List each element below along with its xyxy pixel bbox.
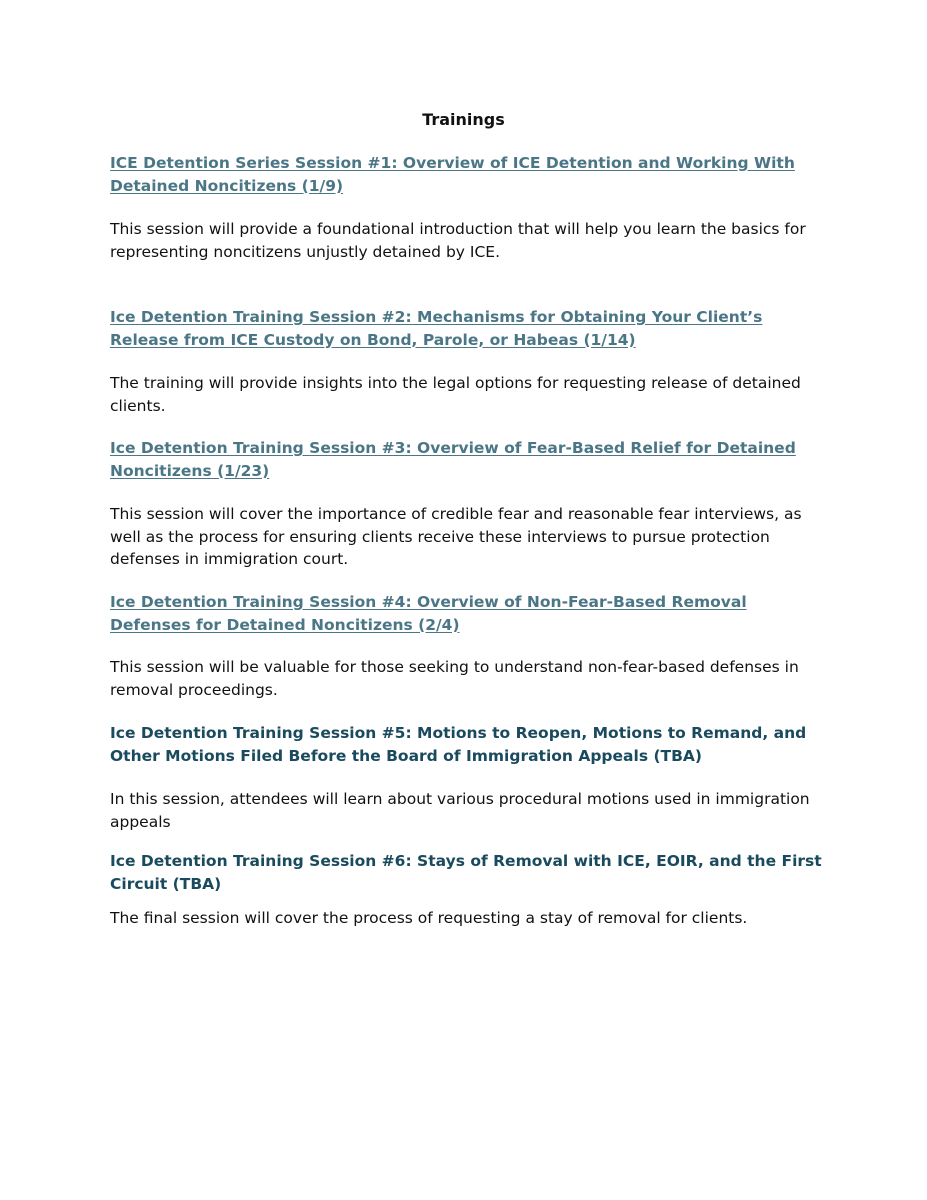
session-1-description: This session will provide a foundational introduction that will help you learn the basics for representing noncitizens unjustly detained by ICE. <box>110 220 806 261</box>
session-3-description: This session will cover the importance of credible fear and reasonable fear interviews, as well as the process for ensuring clients receive these interviews to pursue protection defenses in immigration court. <box>110 505 802 568</box>
session-4-description: This session will be valuable for those seeking to understand non-fear-based defenses in removal proceedings. <box>110 658 799 699</box>
session-2-description: The training will provide insights into the legal options for requesting release of detained clients. <box>110 374 801 415</box>
session-5-description: In this session, attendees will learn about various procedural motions used in immigration appeals <box>110 790 810 831</box>
session-5-heading: Ice Detention Training Session #5: Motions to Reopen, Motions to Remand, and Other Motions Filed Before the Board of Immigration Appeals (TBA) <box>110 724 807 765</box>
session-2-link[interactable]: Ice Detention Training Session #2: Mechanisms for Obtaining Your Client’s Release from ICE Custody on Bond, Parole, or Habeas (1/14) <box>110 308 763 349</box>
page-title: Trainings <box>422 110 505 129</box>
session-3-link[interactable]: Ice Detention Training Session #3: Overview of Fear-Based Relief for Detained Noncitizens (1/23) <box>110 439 796 480</box>
session-4-link[interactable]: Ice Detention Training Session #4: Overview of Non-Fear-Based Removal Defenses for Detained Noncitizens (2/4) <box>110 593 747 634</box>
session-1-link[interactable]: ICE Detention Series Session #1: Overview of ICE Detention and Working With Detained Noncitizens (1/9) <box>110 154 795 195</box>
session-6-description: The final session will cover the process of requesting a stay of removal for clients. <box>110 909 748 927</box>
session-6-heading: Ice Detention Training Session #6: Stays of Removal with ICE, EOIR, and the First Circuit (TBA) <box>110 852 822 893</box>
